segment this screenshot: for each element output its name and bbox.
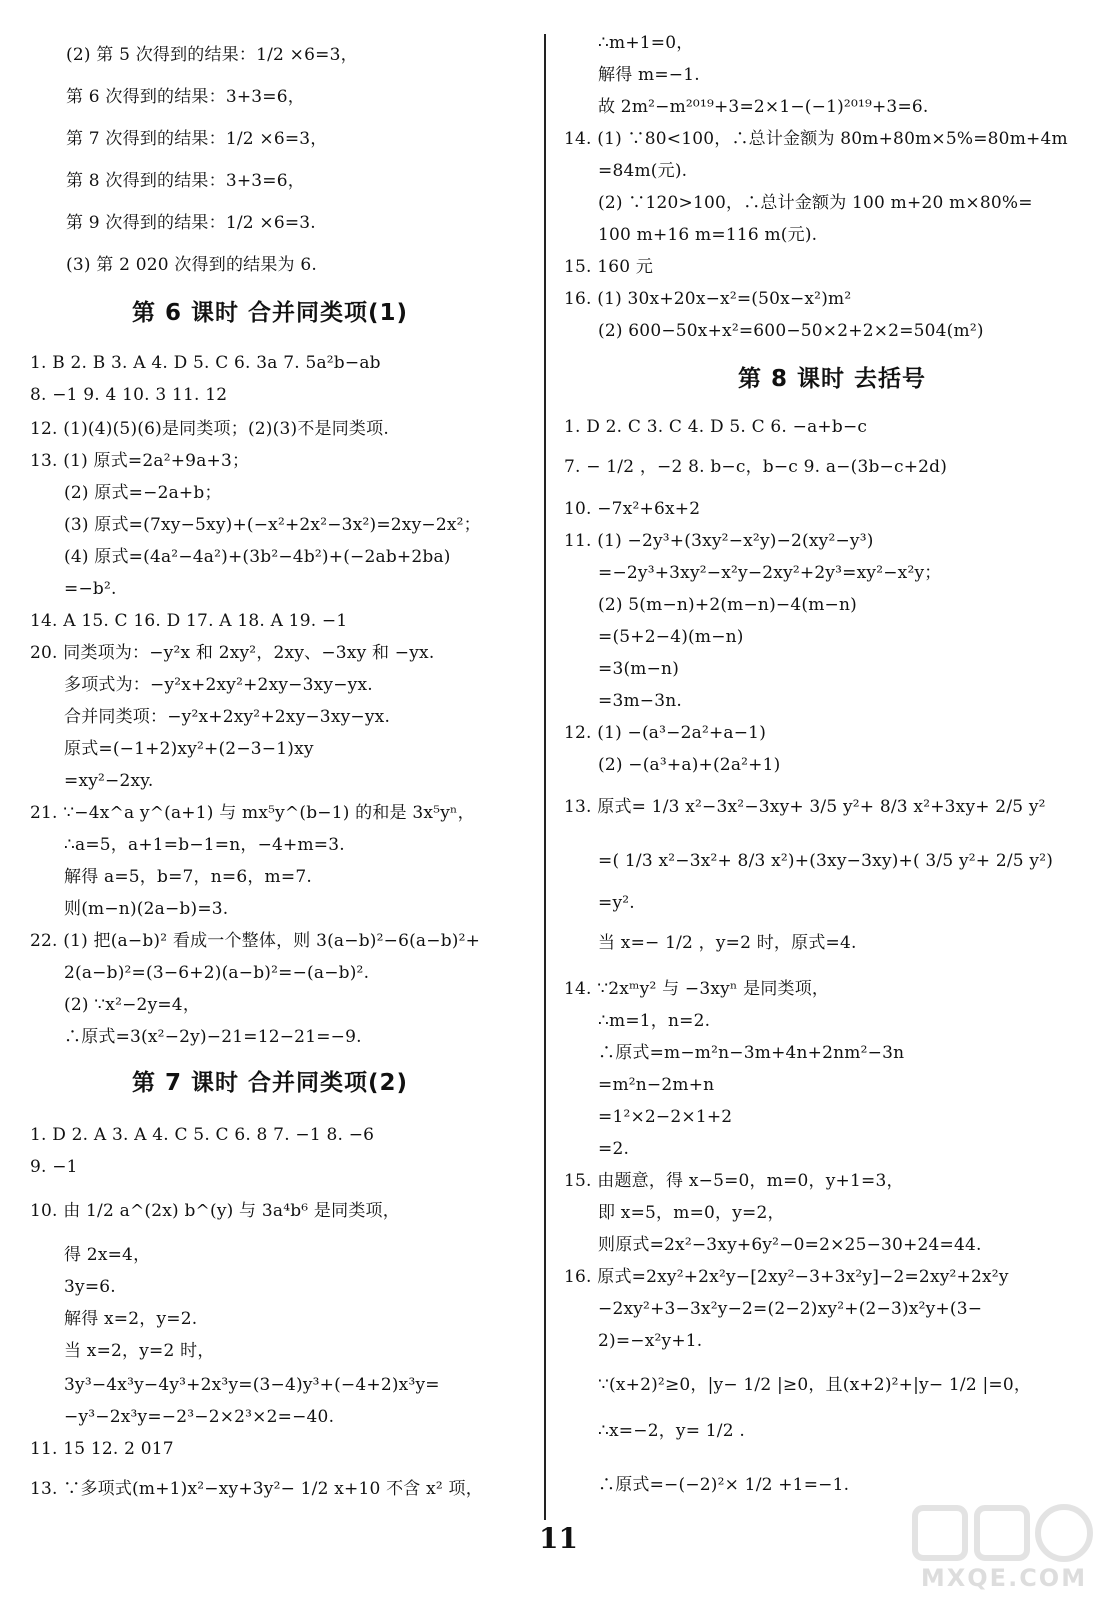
answer-line: (3) 第 2 020 次得到的结果为 6. [66,255,317,275]
answer-line: 16. 原式=2xy²+2x²y−[2xy²−3+3x²y]−2=2xy²+2x²y [564,1267,1009,1287]
answer-line: ∴m+1=0， [598,33,694,53]
answer-line: =84m(元). [598,161,688,181]
section-heading: 第 8 课时 去括号 [737,366,927,392]
answer-line: 14. (1) ∵80<100，∴总计金额为 80m+80m×5%=80m+4m [564,129,1068,149]
answer-line: 合并同类项：−y²x+2xy²+2xy−3xy−yx. [64,707,391,727]
answer-line: 则原式=2x²−3xy+6y²−0=2×25−30+24=44. [598,1235,982,1255]
answer-line: 第 7 次得到的结果：1/2 ×6=3， [66,129,328,149]
answer-line: 故 2m²−m²⁰¹⁹+3=2×1−(−1)²⁰¹⁹+3=6. [598,97,929,117]
answer-line: 13. (1) 原式=2a²+9a+3； [30,451,250,471]
answer-line: =( 1/3 x²−3x²+ 8/3 x²)+(3xy−3xy)+( 3/5 y²+ 2/5 y²) [598,851,1054,871]
answer-line: 14. ∵2xᵐy² 与 −3xyⁿ 是同类项， [564,979,830,999]
answer-line: ∴a=5，a+1=b−1=n，−4+m=3. [64,835,345,855]
answer-line: 1. D 2. C 3. C 4. D 5. C 6. −a+b−c [564,417,868,437]
answer-line: 解得 a=5，b=7，n=6，m=7. [64,867,312,887]
answer-line: 得 2x=4， [64,1245,151,1265]
answer-line: 14. A 15. C 16. D 17. A 18. A 19. −1 [30,611,348,631]
answer-line: =−b². [64,579,117,599]
answer-line: ∴x=−2，y= 1/2 . [598,1421,745,1441]
answer-line: 原式=(−1+2)xy²+(2−3−1)xy [64,739,314,759]
answer-line: 当 x=− 1/2 ，y=2 时，原式=4. [598,933,857,953]
watermark-logo-icon [909,1500,1099,1570]
answer-line: 11. 15 12. 2 017 [30,1439,174,1459]
answer-line: 多项式为：−y²x+2xy²+2xy−3xy−yx. [64,675,373,695]
answer-line: (2) 第 5 次得到的结果：1/2 ×6=3， [66,45,358,65]
answer-line: 11. (1) −2y³+(3xy²−x²y)−2(xy²−y³) [564,531,874,551]
answer-line: (2) ∵x²−2y=4， [64,995,201,1015]
answer-line: 13. ∵多项式(m+1)x²−xy+3y²− 1/2 x+10 不含 x² 项， [30,1479,483,1499]
answer-line: 当 x=2，y=2 时， [64,1341,215,1361]
answer-line: ∴原式=m−m²n−3m+4n+2nm²−3n [598,1043,905,1063]
answer-line: (2) 600−50x+x²=600−50×2+2×2=504(m²) [598,321,984,341]
answer-line: =y². [598,893,635,913]
answer-line: 1. B 2. B 3. A 4. D 5. C 6. 3a 7. 5a²b−ab [30,353,381,373]
answer-line: =xy²−2xy. [64,771,154,791]
section-heading: 第 6 课时 合并同类项(1) [131,300,409,326]
answer-line: (2) 5(m−n)+2(m−n)−4(m−n) [598,595,857,615]
answer-line: 100 m+16 m=116 m(元). [598,225,818,245]
watermark-text: MXQE.COM [920,1564,1088,1592]
watermark-logo [909,1500,1099,1592]
answer-line: ∴m=1，n=2. [598,1011,711,1031]
answer-line: −2xy²+3−3x²y−2=(2−2)xy²+(2−3)x²y+(3− [598,1299,983,1319]
answer-line: (3) 原式=(7xy−5xy)+(−x²+2x²−3x²)=2xy−2x²； [64,515,481,535]
answer-line: 10. −7x²+6x+2 [564,499,701,519]
answer-line: 解得 m=−1. [598,65,700,85]
answer-line: 15. 160 元 [564,257,654,277]
section-heading: 第 7 课时 合并同类项(2) [131,1070,409,1096]
answer-line: =(5+2−4)(m−n) [598,627,744,647]
answer-line: 2(a−b)²=(3−6+2)(a−b)²=−(a−b)². [64,963,370,983]
answer-line: 7. − 1/2 ，−2 8. b−c，b−c 9. a−(3b−c+2d) [564,457,948,477]
answer-line: 15. 由题意，得 x−5=0，m=0，y+1=3， [564,1171,904,1191]
answer-line: 22. (1) 把(a−b)² 看成一个整体，则 3(a−b)²−6(a−b)²+ [30,931,481,951]
answer-line: 3y=6. [64,1277,116,1297]
answer-line: ∴原式=3(x²−2y)−21=12−21=−9. [64,1027,362,1047]
answer-line: (2) 原式=−2a+b； [64,483,222,503]
answer-line: 20. 同类项为：−y²x 和 2xy²，2xy、−3xy 和 −yx. [30,643,435,663]
answer-line: (2) −(a³+a)+(2a²+1) [598,755,781,775]
answer-line: 21. ∵−4x^a y^(a+1) 与 mx⁵y^(b−1) 的和是 3x⁵yⁿ， [30,803,475,823]
answer-line: (2) ∵120>100，∴总计金额为 100 m+20 m×80%= [598,193,1033,213]
answer-line: 解得 x=2，y=2. [64,1309,198,1329]
answer-line: 8. −1 9. 4 10. 3 11. 12 [30,385,228,405]
answer-line: 即 x=5，m=0，y=2， [598,1203,785,1223]
answer-line: =m²n−2m+n [598,1075,715,1095]
answer-line: (4) 原式=(4a²−4a²)+(3b²−4b²)+(−2ab+2ba) [64,547,451,567]
answer-line: 13. 原式= 1/3 x²−3x²−3xy+ 3/5 y²+ 8/3 x²+3xy+ 2/5 y² [564,797,1046,817]
answer-line: 第 8 次得到的结果：3+3=6， [66,171,305,191]
answer-line: 则(m−n)(2a−b)=3. [64,899,229,919]
answer-line: 12. (1)(4)(5)(6)是同类项；(2)(3)不是同类项. [30,419,389,439]
answer-line: 2)=−x²y+1. [598,1331,703,1351]
answer-line: −y³−2x³y=−2³−2×2³×2=−40. [64,1407,335,1427]
answer-line: =2. [598,1139,630,1159]
answer-line: 16. (1) 30x+20x−x²=(50x−x²)m² [564,289,852,309]
answer-line: 第 9 次得到的结果：1/2 ×6=3. [66,213,316,233]
answer-line: 9. −1 [30,1157,78,1177]
answer-line: 第 6 次得到的结果：3+3=6， [66,87,305,107]
answer-line: 1. D 2. A 3. A 4. C 5. C 6. 8 7. −1 8. −6 [30,1125,375,1145]
answer-line: =3(m−n) [598,659,680,679]
answer-line: =1²×2−2×1+2 [598,1107,733,1127]
answer-line: =−2y³+3xy²−x²y−2xy²+2y³=xy²−x²y； [598,563,942,583]
answer-line: 10. 由 1/2 a^(2x) b^(y) 与 3a⁴b⁶ 是同类项， [30,1201,400,1221]
column-divider [544,34,546,1520]
answer-line: 12. (1) −(a³−2a²+a−1) [564,723,767,743]
answer-line: 3y³−4x³y−4y³+2x³y=(3−4)y³+(−4+2)x³y= [64,1375,440,1395]
answer-line: ∵(x+2)²≥0，|y− 1/2 |≥0，且(x+2)²+|y− 1/2 |=0， [598,1375,1032,1395]
answer-line: ∴原式=−(−2)²× 1/2 +1=−1. [598,1475,850,1495]
answer-line: =3m−3n. [598,691,682,711]
page-number: 11 [539,1522,578,1555]
